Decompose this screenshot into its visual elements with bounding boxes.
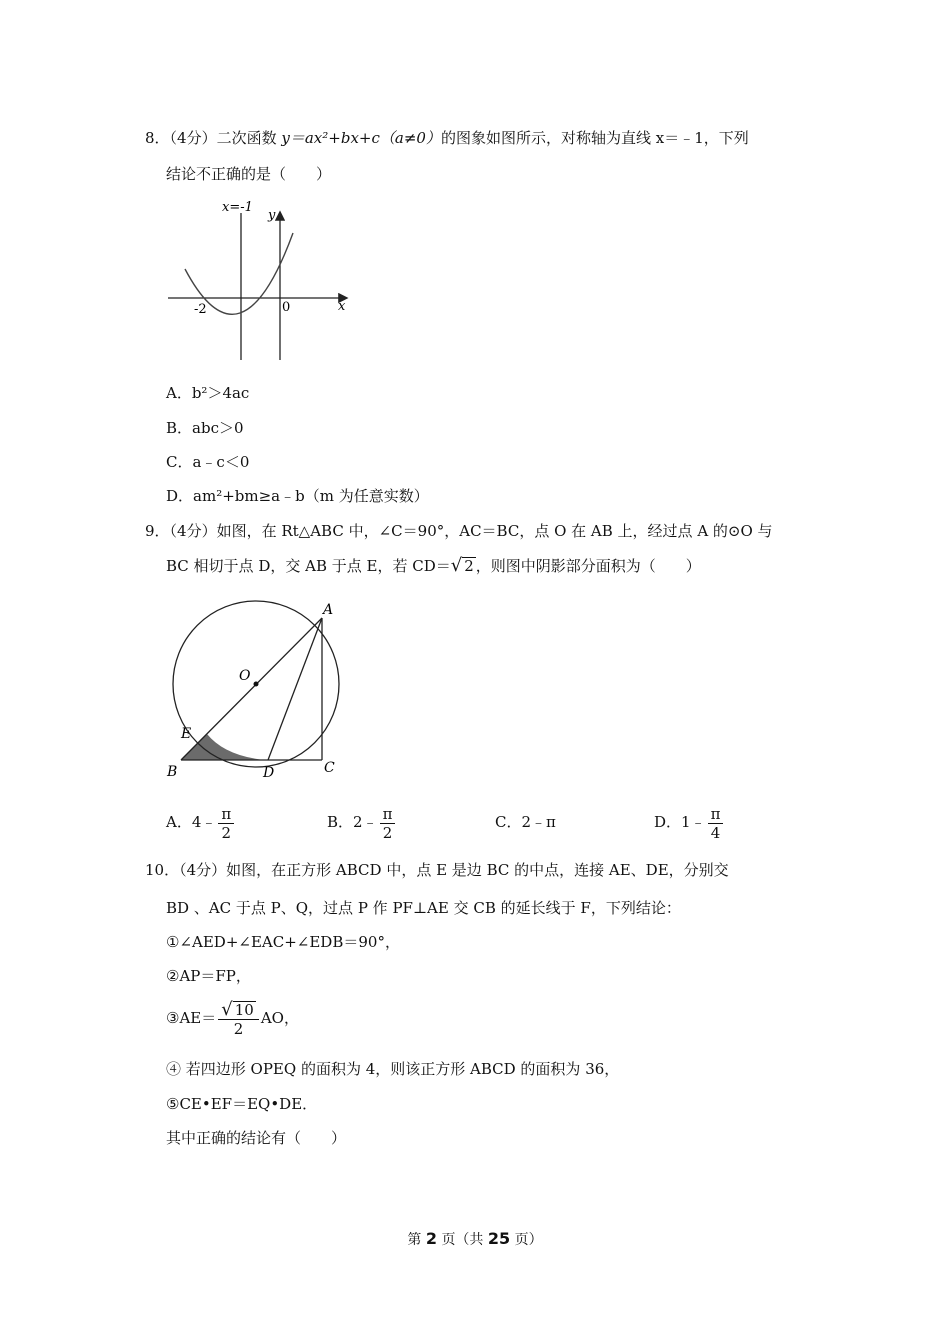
q9-stem-line1 [145,521,773,541]
q10-c3-den: 2 [233,1019,244,1038]
q9-score: （4分） [169,522,217,540]
q8-x-label: x [338,299,346,314]
q8-stem-b: 的图象如图所示，对称轴为直线 [440,129,651,147]
q10-score: （4分） [179,861,227,879]
q10-conclusion-5: ⑤CE•EF＝EQ•DE． [166,1095,318,1113]
q10-closing: 其中正确的结论有（ ） [166,1129,347,1147]
footer-page-number: 2 [425,1229,437,1248]
q8-option-d: D．am²+bm≥a﹣b（m 为任意实数） [166,487,429,505]
q10-c3-pre: ③AE＝ [166,1009,217,1027]
q8-y-label: y [268,208,276,223]
q9-option-d-pre: D．1﹣ [654,813,706,831]
footer-pre: 第 [407,1232,422,1248]
q9-line2-a: BC 相切于点 D，交 AB 于点 E，若 CD＝ [166,557,451,575]
q8-option-c: C．a﹣c＜0 [166,453,250,471]
q9-option-b-frac [380,805,396,842]
q8-stem-line1 [145,128,749,148]
footer-post: 页） [514,1232,543,1248]
q9-label-a: A [323,602,334,618]
q10-line1: 如图，在正方形 ABCD 中，点 E 是边 BC 的中点，连接 AE、DE，分别交 [226,861,729,879]
q8-parabola-figure [160,195,360,365]
q10-conclusion-3 [166,996,299,1040]
q9-option-d-den: 4 [710,823,721,842]
q9-option-d-frac [708,805,724,842]
q10-stem-line2: BD 、AC 于点 P、Q，过点 P 作 PF⊥AE 交 CB 的延长线于 F，下列结论： [166,899,681,917]
page-footer [0,1229,950,1249]
q9-line-ab [181,618,322,760]
q8-number: 8． [145,129,170,147]
q9-line2-b: ，则图中阴影部分面积为（ ） [475,557,701,575]
q9-option-b-num: π [380,805,396,824]
q9-option-b-den: 2 [382,823,393,842]
q9-label-c: C [324,760,335,776]
q9-option-a-pre: A．4﹣ [166,813,217,831]
q8-tick-neg2: -2 [194,302,207,317]
q9-option-a [166,800,236,844]
q9-option-a-den: 2 [221,823,232,842]
q9-option-d-num: π [708,805,724,824]
q9-number: 9． [145,522,170,540]
q8-stem-line2: 结论不正确的是（ ） [166,165,332,183]
q9-label-o: O [239,668,251,684]
q9-option-b [327,800,397,844]
q9-line1: 如图，在 Rt△ABC 中，∠C＝90°，AC＝BC，点 O 在 AB 上，经过点 A 的⊙O 与 [216,522,773,540]
q9-label-e: E [181,726,192,742]
footer-total-pages: 25 [487,1229,511,1248]
q8-option-a: A．b²＞4ac [166,384,250,402]
q9-center-dot [254,682,259,687]
q9-sqrt-value: 2 [464,557,474,575]
q9-label-b: B [167,764,178,780]
q9-circle-figure [165,590,360,785]
q10-c3-num: 10 [234,1000,254,1019]
q10-stem-line1 [145,860,729,880]
q9-option-b-pre: B．2﹣ [327,813,378,831]
q8-score: （4分） [169,129,217,147]
q9-line-ad [268,618,322,760]
footer-mid: 页（共 [441,1232,484,1248]
q9-option-a-num: π [218,805,234,824]
q10-c3-post: AO， [260,1009,299,1027]
q9-option-d [654,800,725,844]
q9-sqrt-sign: √ [450,555,463,576]
q10-conclusion-1: ①∠AED+∠EAC+∠EDB＝90°， [166,933,400,951]
q10-conclusion-2: ②AP＝FP， [166,967,251,985]
q9-label-d: D [263,765,275,781]
q8-tick-0: 0 [282,300,291,315]
q8-axis-eq: x＝﹣1，下列 [655,129,749,147]
q10-conclusion-4: ④ 若四边形 OPEQ 的面积为 4，则该正方形 ABCD 的面积为 36， [166,1060,620,1078]
q8-stem-a: 二次函数 [216,129,277,147]
q10-number: 10． [145,861,180,879]
q9-stem-line2 [166,556,701,576]
q10-c3-num-wrap [218,998,259,1020]
q9-option-a-frac [218,805,234,842]
q10-c3-frac [218,998,259,1038]
q10-c3-sqrt-sign: √ [221,998,233,1020]
q9-option-c: C．2﹣π [495,813,556,831]
q8-formula: y＝ax²+bx+c（a≠0） [281,129,441,147]
q8-option-b: B．abc＞0 [166,419,244,437]
q8-axis-label: x=-1 [222,200,253,215]
